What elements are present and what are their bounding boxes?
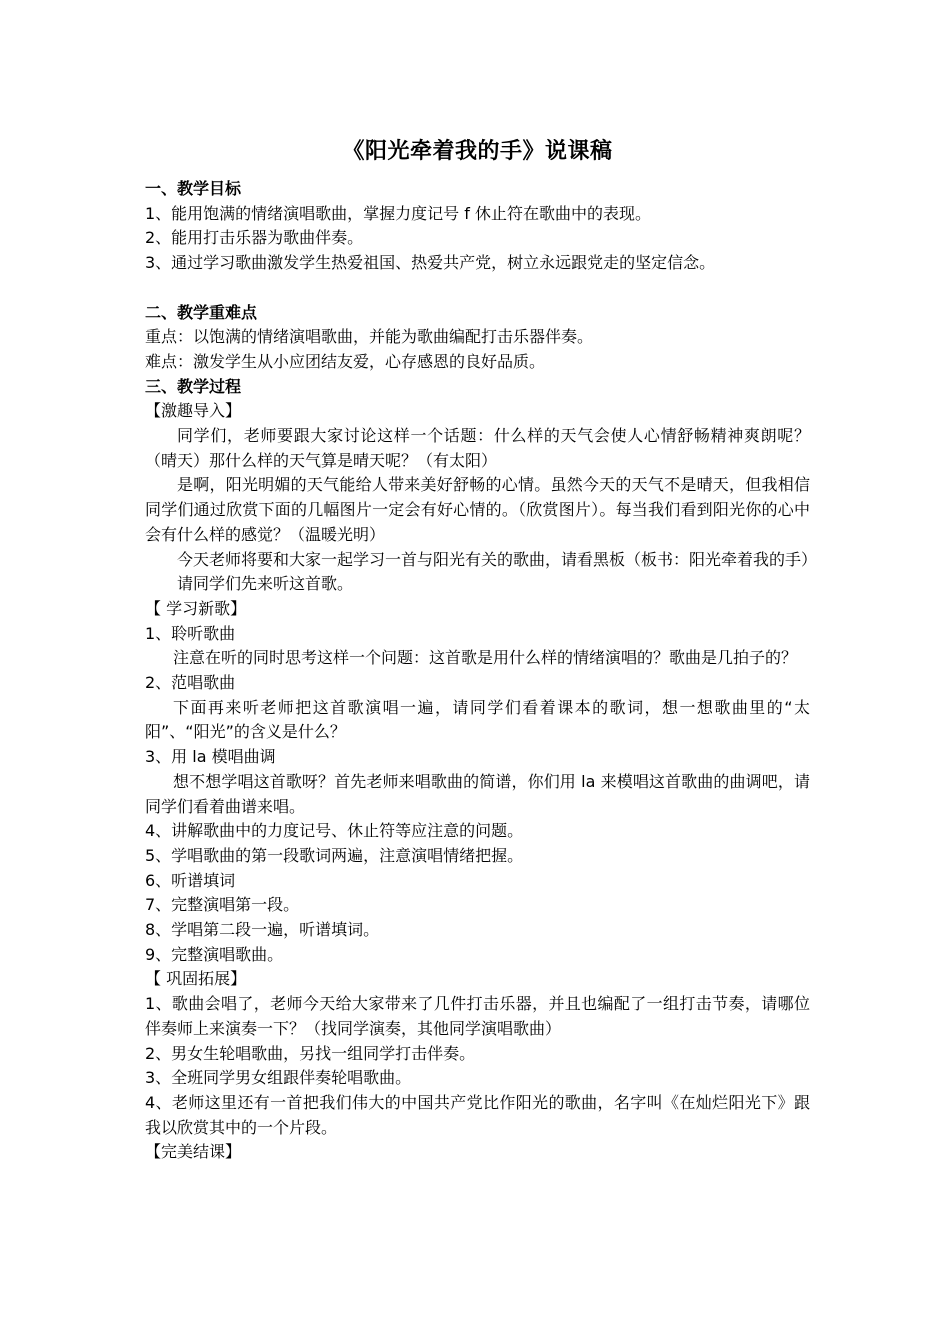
learn-step: 3、用 la 模唱曲调 [145, 747, 276, 767]
section-heading-key-points: 二、教学重难点 [145, 302, 258, 322]
intro-paragraph: 同学们，老师要跟大家讨论这样一个话题：什么样的天气会使人心情舒畅精神爽朗呢？（晴天）那什么样的天气算是晴天呢？（有太阳） [145, 426, 810, 470]
intro-paragraph: 请同学们先来听这首歌。 [177, 574, 354, 594]
consolidate-item: 2、男女生轮唱歌曲，另找一组同学打击伴奏。 [145, 1043, 476, 1063]
intro-paragraph: 是啊，阳光明媚的天气能给人带来美好舒畅的心情。虽然今天的天气不是晴天，但我相信同学们通过欣赏下面的几幅图片一定会有好心情的。（欣赏图片）。每当我们看到阳光你的心中会有什么样的感觉？（温暖光明） [145, 475, 810, 544]
learn-step: 5、学唱歌曲的第一段歌词两遍，注意演唱情绪把握。 [145, 845, 524, 865]
learn-step: 1、聆听歌曲 [145, 623, 236, 643]
goal-item: 1、能用饱满的情绪演唱歌曲，掌握力度记号 f 休止符在歌曲中的表现。 [145, 203, 651, 223]
learn-step-text: 注意在听的同时思考这样一个问题：这首歌是用什么样的情绪演唱的？歌曲是几拍子的？ [173, 648, 798, 668]
subsection-label-learn: 【 学习新歌】 [145, 598, 247, 618]
document-title: 《阳光牵着我的手》说课稿 [342, 139, 613, 164]
subsection-label-consolidate: 【 巩固拓展】 [145, 969, 247, 989]
learn-step: 8、学唱第二段一遍，听谱填词。 [145, 920, 380, 940]
document-content [145, 137, 818, 1165]
learn-step: 7、完整演唱第一段。 [145, 895, 300, 915]
subsection-label-conclusion: 【完美结课】 [145, 1142, 242, 1162]
intro-paragraph: 今天老师将要和大家一起学习一首与阳光有关的歌曲，请看黑板（板书：阳光牵着我的手） [177, 549, 818, 569]
subsection-label-intro: 【激趣导入】 [145, 401, 242, 421]
learn-step: 6、听谱填词 [145, 870, 236, 890]
difficult-point: 难点：激发学生从小应团结友爱，心存感恩的良好品质。 [145, 351, 546, 371]
learn-step: 9、完整演唱歌曲。 [145, 944, 284, 964]
consolidate-item: 3、全班同学男女组跟伴奏轮唱歌曲。 [145, 1068, 412, 1088]
learn-step-text: 下面再来听老师把这首歌演唱一遍，请同学们看着课本的歌词，想一想歌曲里的“太阳”、“阳光”的含义是什么？ [145, 697, 810, 742]
learn-step: 2、范唱歌曲 [145, 673, 236, 693]
learn-step: 4、讲解歌曲中的力度记号、休止符等应注意的问题。 [145, 821, 524, 841]
consolidate-item: 4、老师这里还有一首把我们伟大的中国共产党比作阳光的歌曲，名字叫《在灿烂阳光下》跟我以欣赏其中的一个片段。 [145, 1093, 810, 1137]
section-heading-process: 三、教学过程 [145, 376, 242, 396]
spacer [145, 276, 810, 301]
goal-item: 3、通过学习歌曲激发学生热爱祖国、热爱共产党，树立永远跟党走的坚定信念。 [145, 253, 716, 273]
consolidate-item: 1、歌曲会唱了，老师今天给大家带来了几件打击乐器，并且也编配了一组打击节奏，请哪位伴奏师上来演奏一下？（找同学演奏，其他同学演唱歌曲） [145, 994, 810, 1038]
learn-step-text: 想不想学唱这首歌呀？首先老师来唱歌曲的简谱，你们用 la 来模唱这首歌曲的曲调吧，请同学们看着曲谱来唱。 [145, 771, 810, 816]
section-heading-goals: 一、教学目标 [145, 179, 242, 198]
key-point: 重点：以饱满的情绪演唱歌曲，并能为歌曲编配打击乐器伴奏。 [145, 327, 594, 347]
goal-item: 2、能用打击乐器为歌曲伴奏。 [145, 228, 364, 248]
